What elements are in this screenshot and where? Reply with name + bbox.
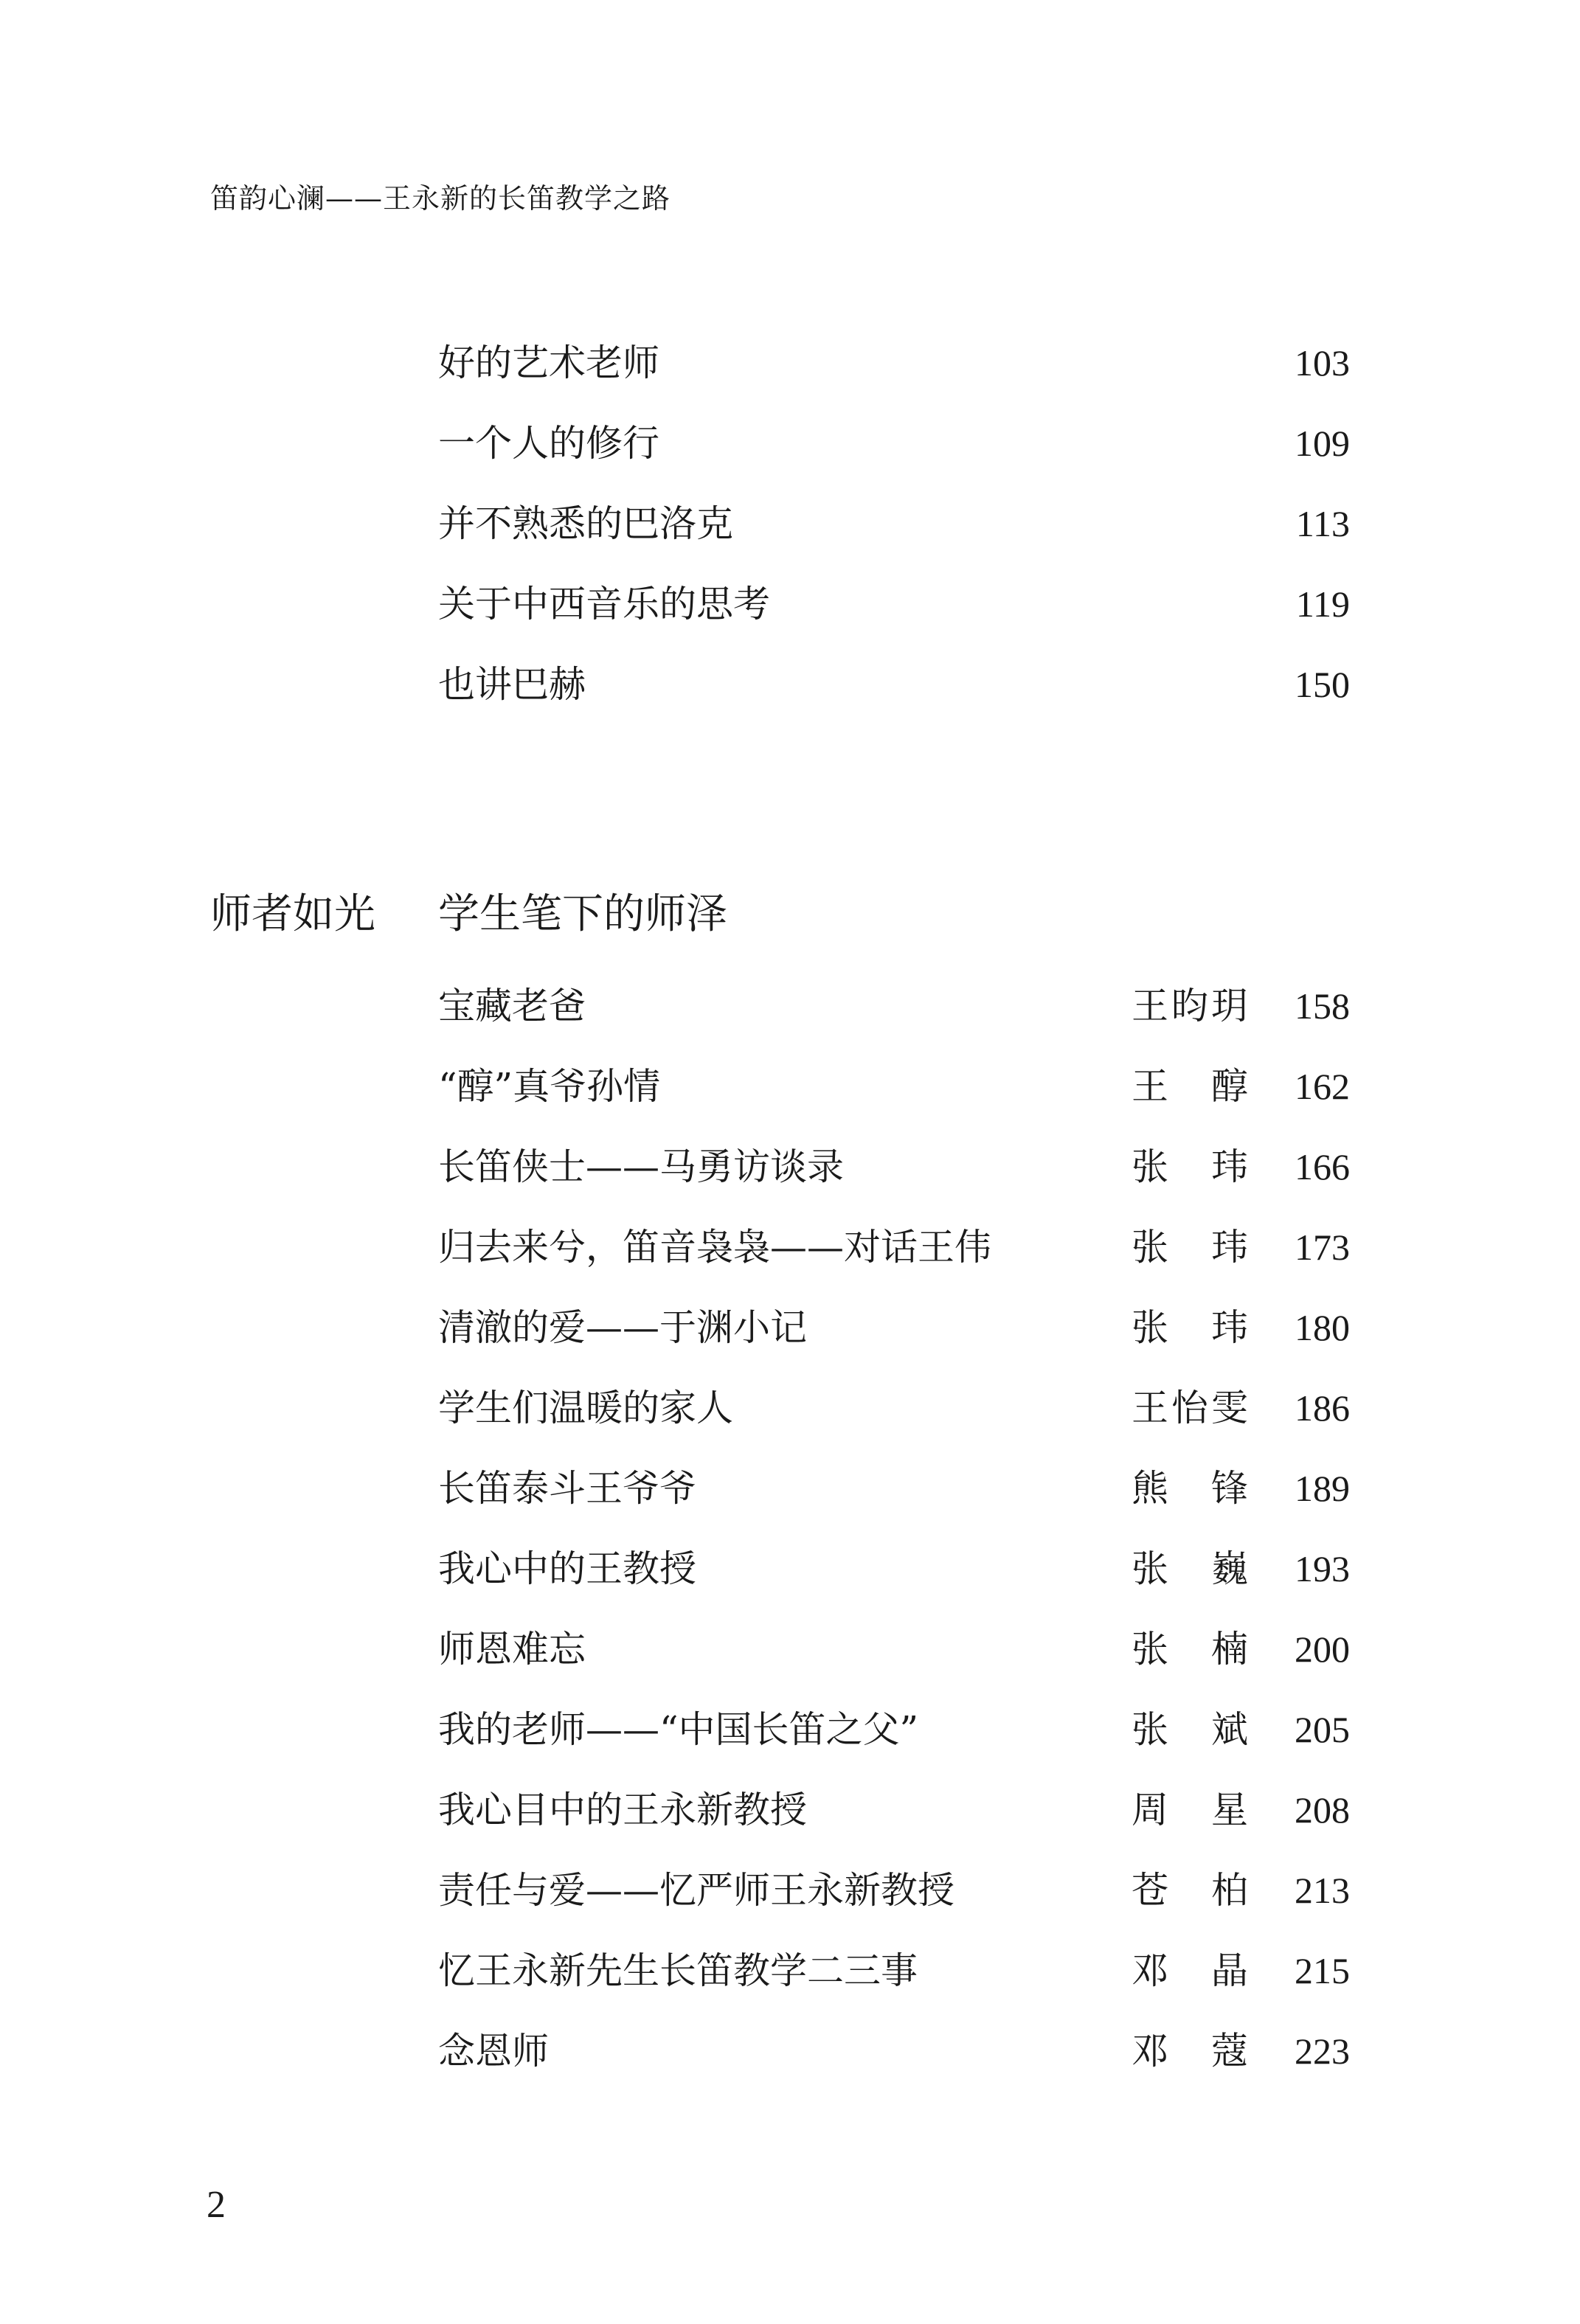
- toc-entry-title: “醇”真爷孙情: [438, 1065, 661, 1108]
- toc-entry[interactable]: [438, 1127, 1350, 1207]
- toc-entry-title: 忆王永新先生长笛教学二三事: [438, 1949, 918, 1992]
- toc-entry-author: 王昀玥: [1132, 985, 1250, 1027]
- toc-entry-page: 180: [1295, 1307, 1350, 1348]
- toc-list-continued: [438, 323, 1350, 725]
- toc-entry-page: 213: [1295, 1870, 1350, 1911]
- toc-entry[interactable]: [438, 1609, 1350, 1690]
- toc-entry-title: 并不熟悉的巴洛克: [438, 502, 733, 545]
- toc-entry-page: 119: [1295, 583, 1350, 625]
- toc-entry-title: 一个人的修行: [438, 422, 659, 465]
- toc-entry-page: 193: [1295, 1548, 1350, 1589]
- toc-entry[interactable]: [438, 1770, 1350, 1850]
- toc-entry-author: 苍柏: [1132, 1869, 1250, 1912]
- toc-entry[interactable]: [438, 1931, 1350, 2011]
- toc-entry-title: 责任与爱——忆严师王永新教授: [438, 1869, 954, 1912]
- toc-entry[interactable]: [438, 1207, 1350, 1288]
- toc-entry[interactable]: [438, 1449, 1350, 1529]
- toc-entry-author: 张玮: [1132, 1226, 1250, 1269]
- toc-entry-page: 109: [1295, 423, 1350, 464]
- toc-entry-author: 张斌: [1132, 1708, 1250, 1751]
- toc-entry-title: 好的艺术老师: [438, 341, 659, 384]
- toc-entry-page: 186: [1295, 1387, 1350, 1429]
- toc-entry[interactable]: [438, 403, 1350, 484]
- toc-entry-page: 162: [1295, 1066, 1350, 1107]
- toc-entry-author: 王醇: [1132, 1065, 1250, 1108]
- toc-entry-author: 周星: [1132, 1789, 1250, 1831]
- toc-entry-title: 关于中西音乐的思考: [438, 583, 770, 625]
- toc-entry-title: 也讲巴赫: [438, 663, 586, 706]
- toc-entry-author: 邓晶: [1132, 1949, 1250, 1992]
- toc-entry-page: 103: [1295, 342, 1350, 384]
- toc-entry-author: 张楠: [1132, 1628, 1250, 1671]
- toc-entry-page: 200: [1295, 1628, 1350, 1670]
- toc-entry-title: 我心中的王教授: [438, 1547, 696, 1590]
- toc-entry-page: 173: [1295, 1227, 1350, 1268]
- toc-entry[interactable]: [438, 1690, 1350, 1770]
- toc-entry-title: 长笛泰斗王爷爷: [438, 1467, 696, 1510]
- toc-entry-author: 熊锋: [1132, 1467, 1250, 1510]
- toc-entry[interactable]: [438, 1047, 1350, 1127]
- toc-entry-author: 张巍: [1132, 1547, 1250, 1590]
- running-header: 笛韵心澜——王永新的长笛教学之路: [210, 182, 671, 215]
- toc-entry-author: 张玮: [1132, 1306, 1250, 1349]
- toc-entry-page: 215: [1295, 1950, 1350, 1991]
- toc-entry-page: 166: [1295, 1146, 1350, 1187]
- section-heading: [210, 881, 727, 948]
- toc-entry[interactable]: [438, 484, 1350, 564]
- toc-list-section: [438, 966, 1350, 2092]
- toc-entry[interactable]: [438, 1850, 1350, 1931]
- toc-entry-page: 205: [1295, 1709, 1350, 1750]
- toc-entry-title: 师恩难忘: [438, 1628, 586, 1671]
- toc-entry[interactable]: [438, 645, 1350, 725]
- toc-entry-title: 我的老师——“中国长笛之父”: [438, 1708, 919, 1751]
- toc-entry-title: 学生们温暖的家人: [438, 1387, 733, 1429]
- toc-entry[interactable]: [438, 1288, 1350, 1368]
- toc-entry-page: 158: [1295, 985, 1350, 1027]
- toc-entry-author: 王怡雯: [1132, 1387, 1250, 1429]
- toc-entry[interactable]: [438, 323, 1350, 403]
- toc-entry[interactable]: [438, 1368, 1350, 1449]
- toc-entry-title: 念恩师: [438, 2030, 549, 2072]
- toc-entry-page: 189: [1295, 1468, 1350, 1509]
- toc-entry-title: 清澈的爱——于渊小记: [438, 1306, 807, 1349]
- toc-entry[interactable]: [438, 1529, 1350, 1609]
- toc-entry-page: 150: [1295, 664, 1350, 705]
- toc-entry-title: 宝藏老爸: [438, 985, 586, 1027]
- section-part-label: 师者如光: [210, 890, 375, 938]
- toc-entry-page: 223: [1295, 2030, 1350, 2072]
- toc-entry-author: 张玮: [1132, 1145, 1250, 1188]
- toc-entry-title: 归去来兮，笛音袅袅——对话王伟: [438, 1226, 991, 1269]
- toc-entry[interactable]: [438, 564, 1350, 645]
- toc-entry-title: 长笛侠士——马勇访谈录: [438, 1145, 844, 1188]
- toc-entry-page: 113: [1295, 503, 1350, 544]
- toc-entry-author: 邓蔻: [1132, 2030, 1250, 2072]
- page-number: 2: [207, 2184, 226, 2226]
- toc-entry-title: 我心目中的王永新教授: [438, 1789, 807, 1831]
- section-title: 学生笔下的师泽: [438, 890, 727, 938]
- toc-entry[interactable]: [438, 2011, 1350, 2092]
- toc-entry-page: 208: [1295, 1789, 1350, 1831]
- toc-entry[interactable]: [438, 966, 1350, 1047]
